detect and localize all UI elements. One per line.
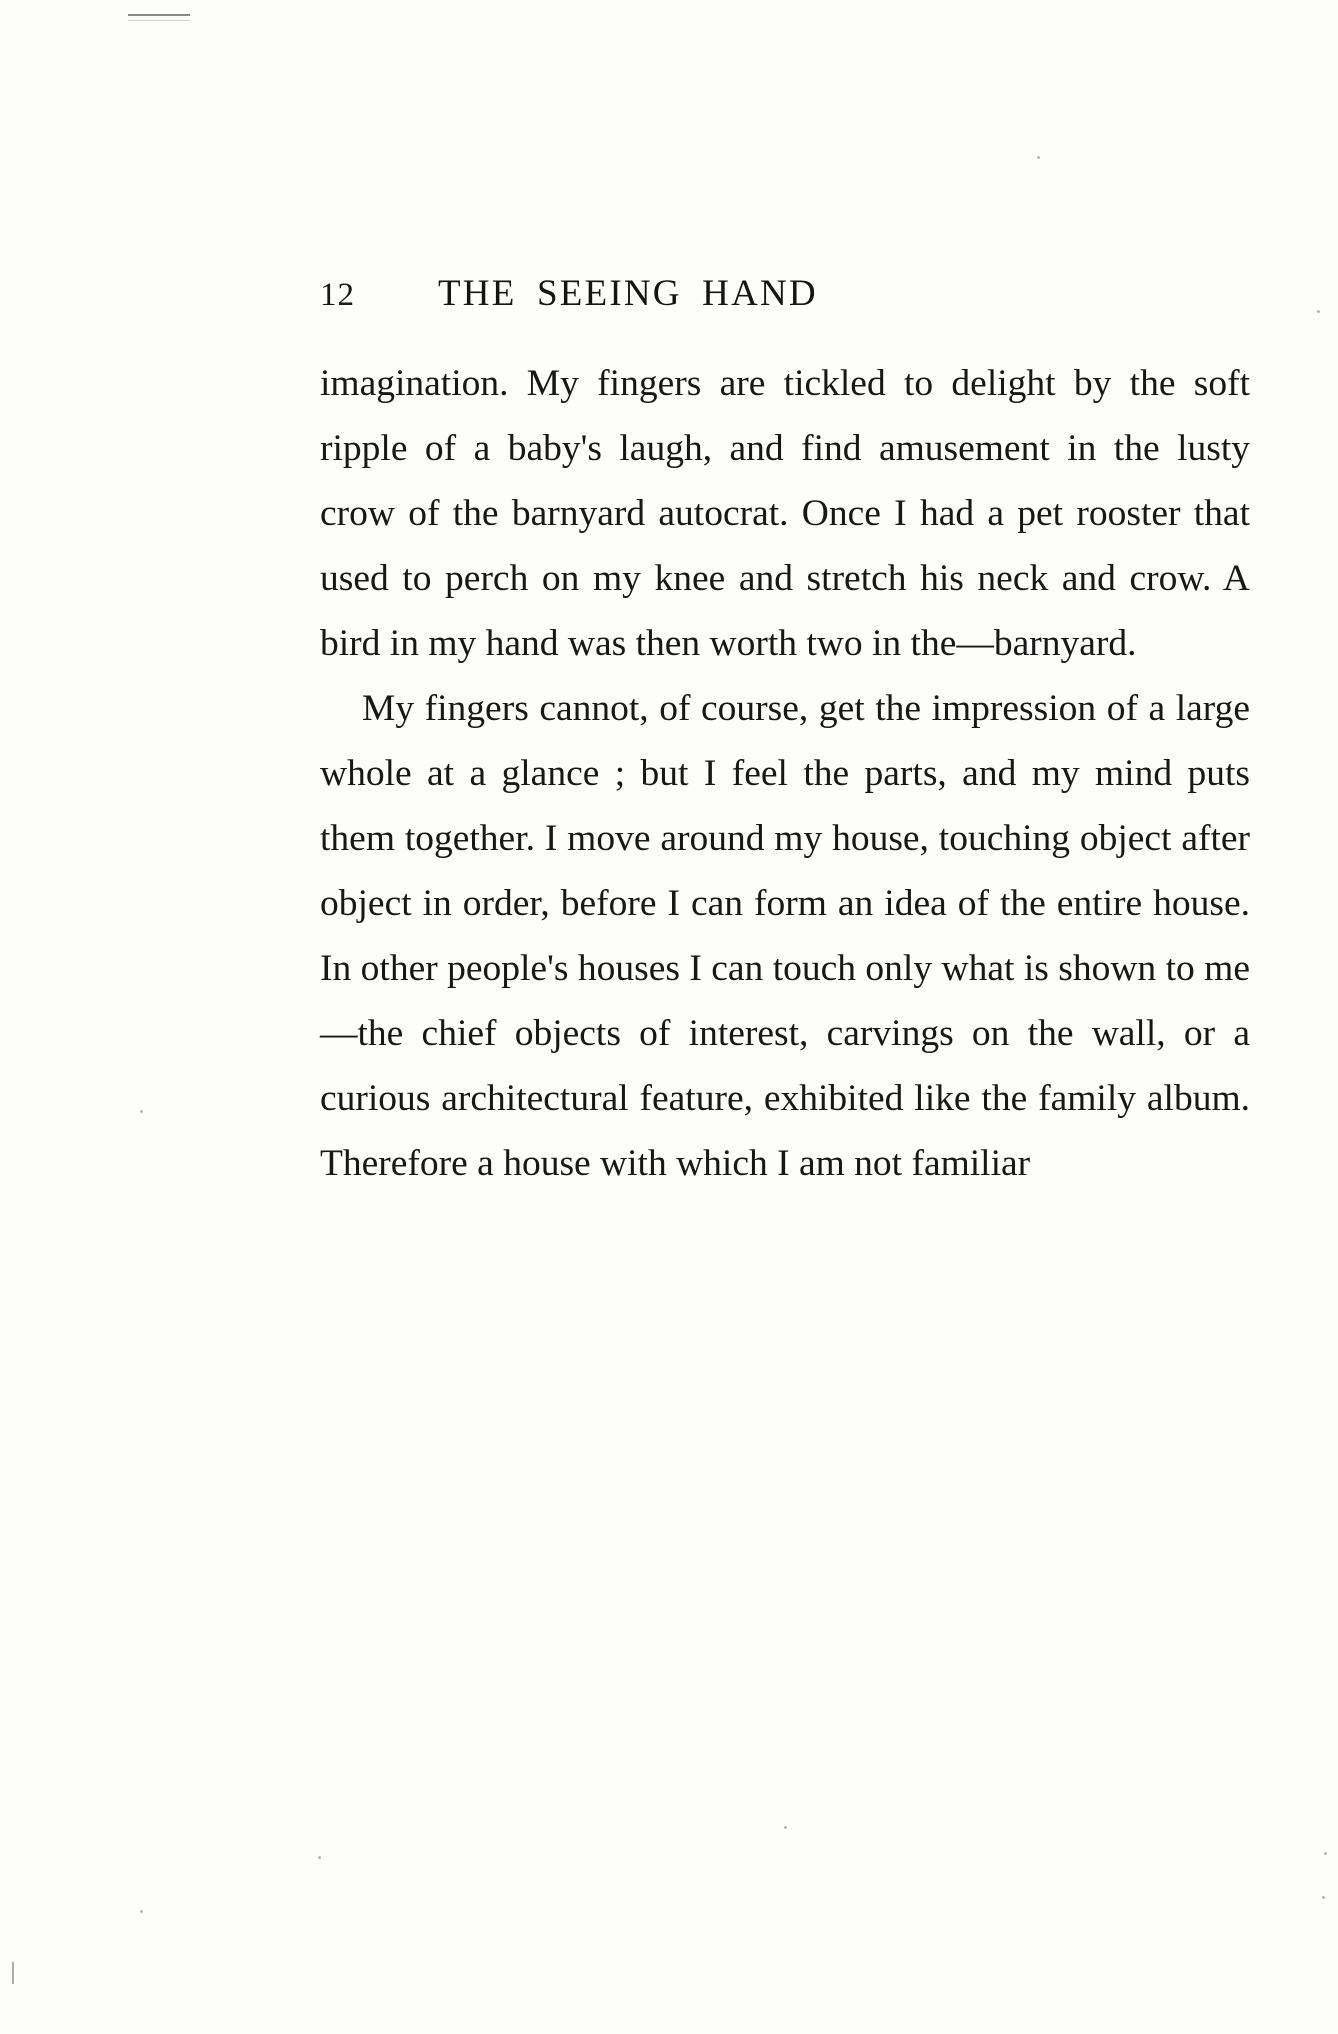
scan-speck [318, 1856, 321, 1859]
scan-artifact-top [128, 14, 190, 16]
scan-speck [1317, 310, 1320, 313]
scan-speck [140, 1110, 143, 1113]
scan-speck [140, 1910, 143, 1913]
paragraph: imagination. My fingers are tickled to delight by the soft ripple of a baby's laugh, and find amusement in the lusty crow of the barnyard autocrat. Once I had a pet rooster that used to perch on my knee and stretch his neck and crow. A bird in my hand was then worth two in the—barnyard. [320, 363, 1250, 664]
running-head: THE SEEING HAND [438, 273, 818, 314]
scan-speck [1322, 1896, 1325, 1899]
paragraph: My fingers cannot, of course, get the impression of a large whole at a glance ; but I feel the parts, and my mind puts them together. I move around my house, touching object after object in order, before I can form an idea of the entire house. In other people's houses I can touch only what is shown to me—the chief objects of interest, carvings on the wall, or a curious architectural feature, exhibited like the family album. Therefore a house with which I am not familiar [320, 688, 1250, 1184]
scan-speck [1324, 1852, 1327, 1855]
scan-speck [784, 1826, 787, 1829]
scan-artifact-left-bottom [12, 1962, 14, 1984]
scan-speck [1037, 156, 1040, 159]
scan-artifact-top-secondary [128, 20, 190, 21]
page-number: 12 [320, 277, 355, 313]
page-text-block [320, 272, 1250, 1196]
page-header [320, 272, 1250, 315]
